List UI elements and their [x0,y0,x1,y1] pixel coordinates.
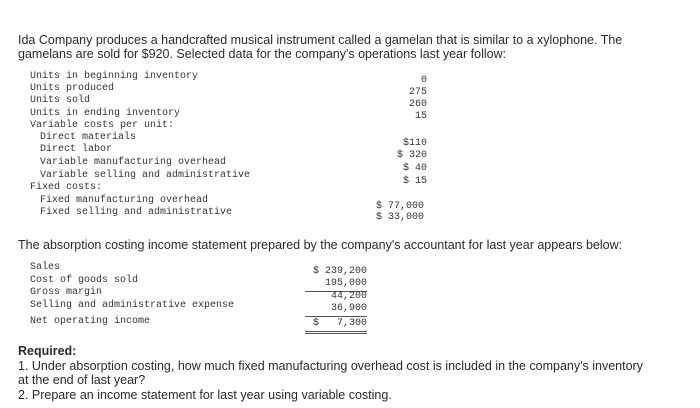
direct-labor-value: $ 320 [396,150,427,161]
gross-margin-value: 44,200 [330,291,367,302]
net-income-label: Net operating income [30,316,151,327]
units-sold-value: 260 [408,99,427,110]
fixed-selling-admin-label: Fixed selling and administrative [40,207,233,218]
gross-margin-label: Gross margin [30,287,103,298]
units-produced-value: 275 [408,87,427,98]
question-1-line-2: at the end of last year? [18,373,146,387]
selling-admin-label: Selling and administrative expense [30,300,235,311]
direct-materials-label: Direct materials [40,132,137,143]
variable-mfg-overhead-label: Variable manufacturing overhead [40,157,227,168]
fixed-selling-admin-value: $ 33,000 [375,212,424,223]
variable-costs-header: Variable costs per unit: [30,120,175,131]
fixed-mfg-overhead-value: $ 77,000 [375,201,424,212]
direct-materials-value: $110 [402,138,427,149]
units-beginning-value: 0 [420,75,427,86]
units-beginning-label: Units in beginning inventory [30,71,199,82]
fixed-mfg-overhead-label: Fixed manufacturing overhead [40,195,209,206]
units-ending-value: 15 [414,111,427,122]
intro-line-2: gamelans are sold for $920. Selected data for the company's operations last year follow: [18,47,507,61]
fixed-costs-header: Fixed costs: [30,182,103,193]
question-1-line-1: 1. Under absorption costing, how much fixed manufacturing overhead cost is included in the company's inventory [18,359,643,373]
units-ending-label: Units in ending inventory [30,108,181,119]
variable-selling-admin-value: $ 15 [402,176,427,187]
cogs-value: 195,000 [305,278,367,292]
sales-value: $ 239,200 [312,266,367,277]
selling-admin-value: 36,900 [305,303,367,317]
direct-labor-label: Direct labor [40,144,113,155]
net-income-value: $ 7,300 [305,318,367,334]
variable-selling-admin-label: Variable selling and administrative [40,170,251,181]
cogs-label: Cost of goods sold [30,275,139,286]
absorption-intro: The absorption costing income statement prepared by the company's accountant for last year appears below: [18,238,623,252]
question-2: 2. Prepare an income statement for last year using variable costing. [18,388,392,402]
variable-mfg-overhead-value: $ 40 [402,163,427,174]
units-produced-label: Units produced [30,83,115,94]
units-sold-label: Units sold [30,95,91,106]
required-heading: Required: [18,344,77,358]
sales-label: Sales [30,262,61,273]
intro-line-1: Ida Company produces a handcrafted musical instrument called a gamelan that is similar to a xylophone. The [18,33,623,47]
